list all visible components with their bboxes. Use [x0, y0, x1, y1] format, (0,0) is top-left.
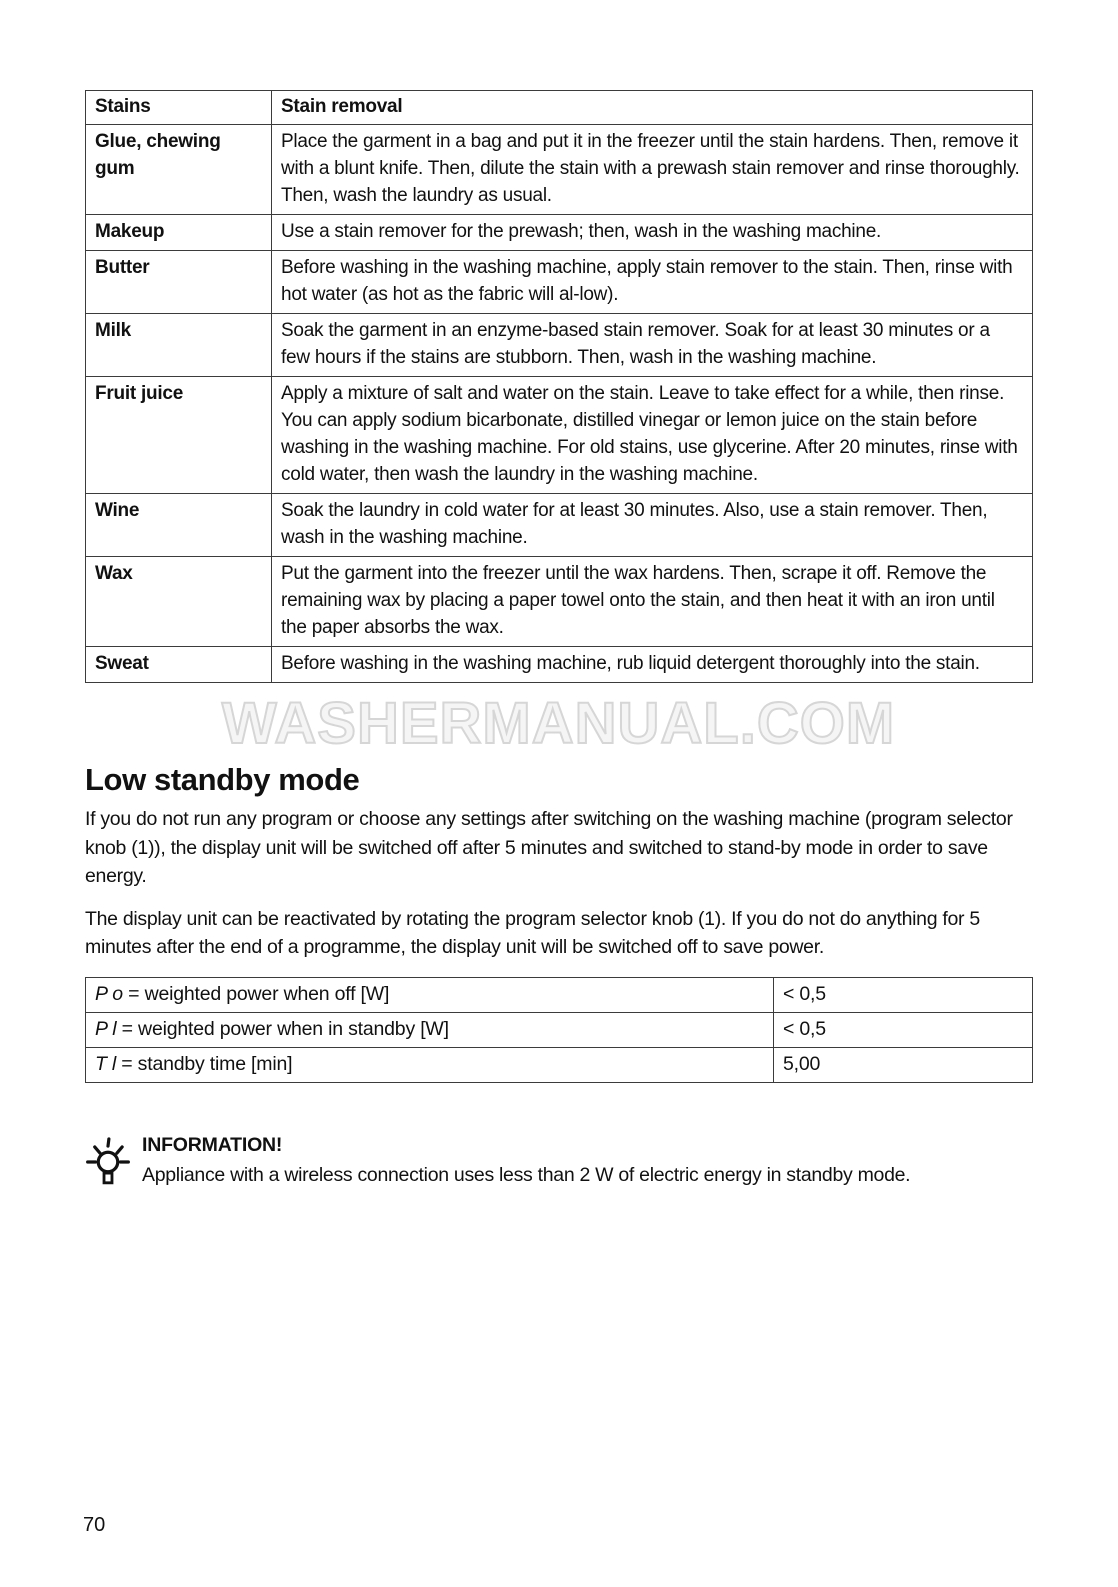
stain-name-cell: Milk — [86, 314, 272, 377]
stain-removal-cell: Soak the garment in an enzyme-based stain remover. Soak for at least 30 minutes or a few hours if the stains are stubborn. Then, wash in the washing machine. — [272, 314, 1033, 377]
stain-removal-table — [85, 90, 1033, 683]
standby-values-table — [85, 977, 1033, 1083]
watermark: WASHERMANUAL.COM — [221, 691, 896, 756]
stain-name-cell: Sweat — [86, 647, 272, 683]
information-body: Appliance with a wireless connection uses less than 2 W of electric energy in standby mode. — [142, 1163, 911, 1186]
paragraph: The display unit can be reactivated by rotating the program selector knob (1). If you do not do anything for 5 minutes after the end of a programme, the display unit will be switched off to save power. — [85, 907, 980, 958]
table-row — [86, 494, 1033, 557]
paragraph: If you do not run any program or choose any settings after switching on the washing machine (program selector knob (1)), the display unit will be switched off after 5 minutes and switched to stand-by mode in order to save energy. — [85, 808, 1013, 887]
symbol: P l — [95, 1017, 117, 1040]
information-text — [142, 1132, 910, 1189]
table-row — [86, 557, 1033, 647]
stain-removal-cell: Use a stain remover for the prewash; then, wash in the washing machine. — [272, 215, 1033, 251]
stain-removal-cell: Soak the laundry in cold water for at least 30 minutes. Also, use a stain remover. Then, wash in the washing machine. — [272, 494, 1033, 557]
lightbulb-icon — [85, 1134, 131, 1190]
stain-name-cell: Makeup — [86, 215, 272, 251]
table-header-row — [86, 91, 1033, 125]
information-title: INFORMATION! — [142, 1133, 283, 1156]
stain-removal-cell: Place the garment in a bag and put it in the freezer until the stain hardens. Then, remove it with a blunt knife. Then, dilute the stain with a prewash stain remover and rinse thoroughly. Then, wash the laundry as usual. — [272, 125, 1033, 215]
standby-label-cell — [86, 1012, 774, 1047]
table-row — [86, 1047, 1033, 1082]
stain-name-cell: Glue, chewing gum — [86, 125, 272, 215]
label: = standby time [min] — [116, 1052, 293, 1075]
table-row — [86, 377, 1033, 494]
page-title: Low standby mode — [85, 762, 360, 797]
table-row — [86, 1012, 1033, 1047]
symbol: T l — [95, 1052, 117, 1075]
table-row — [86, 215, 1033, 251]
label: = weighted power when in standby [W] — [116, 1017, 449, 1040]
column-header-stain-removal: Stain removal — [272, 91, 1033, 125]
stain-removal-cell: Apply a mixture of salt and water on the stain. Leave to take effect for a while, then rinse. You can apply sodium bicarbonate, distilled vinegar or lemon juice on the stain before washing in the washing machine. For old stains, use glycerine. After 20 minutes, rinse with cold water, then wash the laundry in the washing machine. — [272, 377, 1033, 494]
table-row — [86, 314, 1033, 377]
standby-value-cell: < 0,5 — [774, 977, 1033, 1012]
column-header-stains: Stains — [86, 91, 272, 125]
table-row — [86, 647, 1033, 683]
stain-name-cell: Wine — [86, 494, 272, 557]
standby-label-cell — [86, 977, 774, 1012]
table-row — [86, 251, 1033, 314]
stain-name-cell: Wax — [86, 557, 272, 647]
table-row — [86, 977, 1033, 1012]
symbol: P o — [95, 982, 123, 1005]
label: = weighted power when off [W] — [122, 982, 390, 1005]
page-content — [85, 0, 1032, 1190]
stain-name-cell: Butter — [86, 251, 272, 314]
page-number: 70 — [83, 1514, 106, 1536]
stain-removal-cell: Before washing in the washing machine, rub liquid detergent thoroughly into the stain. — [272, 647, 1033, 683]
standby-value-cell: 5,00 — [774, 1047, 1033, 1082]
stain-removal-cell: Put the garment into the freezer until the wax hardens. Then, scrape it off. Remove the remaining wax by placing a paper towel onto the stain, and then heat it with an iron until the paper absorbs the wax. — [272, 557, 1033, 647]
table-row — [86, 125, 1033, 215]
information-note — [85, 1132, 1032, 1190]
standby-label-cell — [86, 1047, 774, 1082]
standby-value-cell: < 0,5 — [774, 1012, 1033, 1047]
stain-name-cell: Fruit juice — [86, 377, 272, 494]
stain-removal-cell: Before washing in the washing machine, apply stain remover to the stain. Then, rinse with hot water (as hot as the fabric will al-low). — [272, 251, 1033, 314]
